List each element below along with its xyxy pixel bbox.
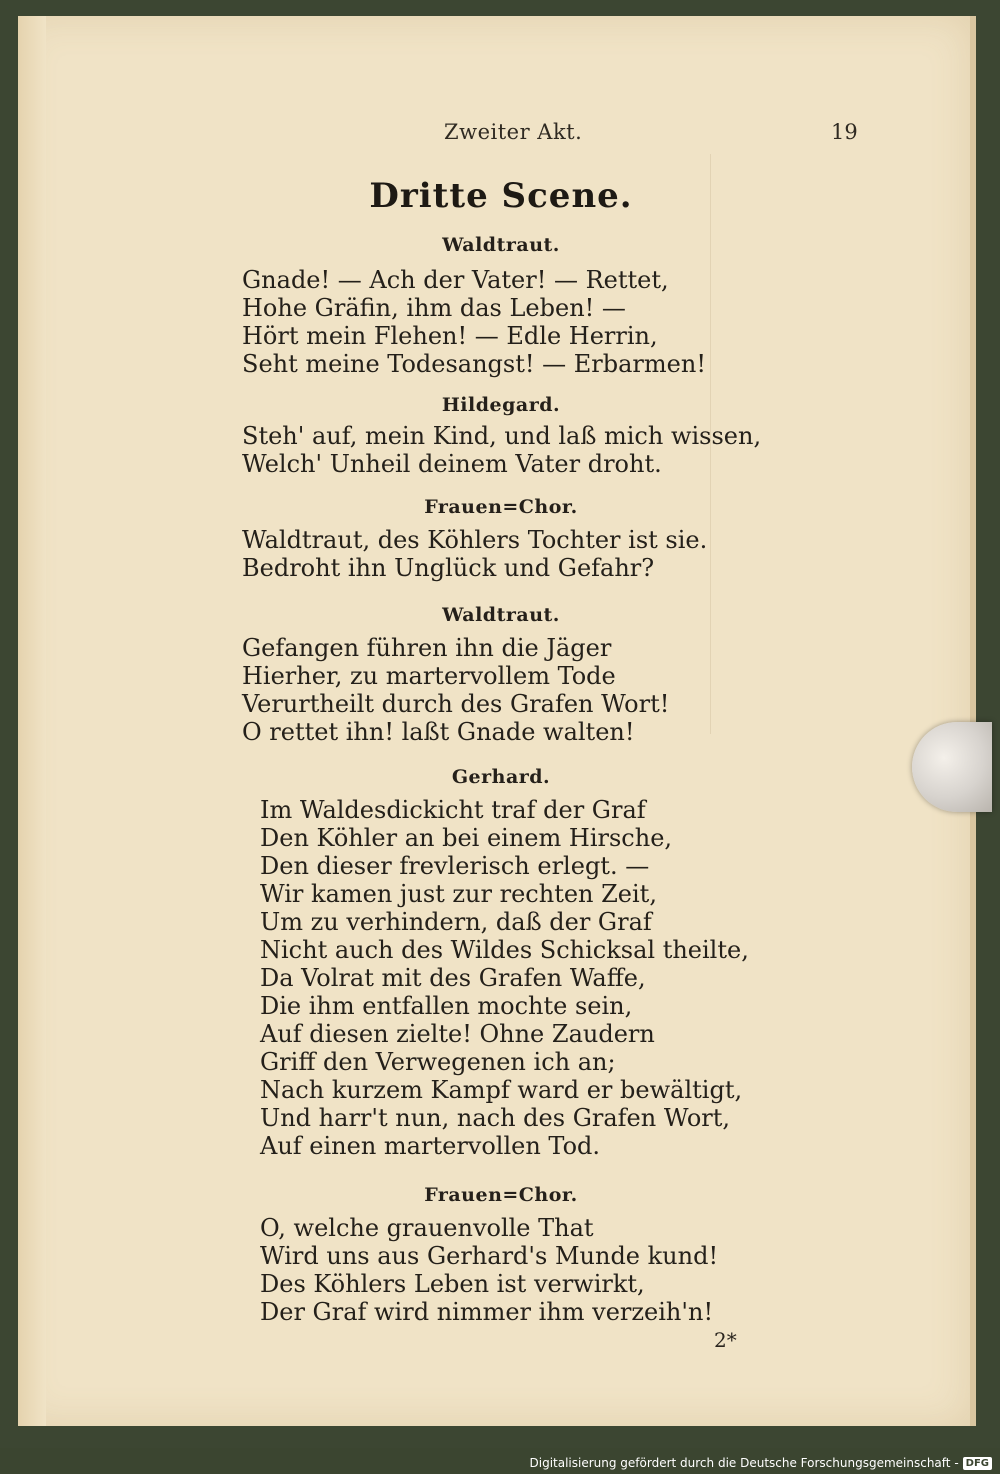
signature-mark: 2* [714, 1328, 737, 1352]
verse-line: Steh' auf, mein Kind, und laß mich wissen, [242, 422, 762, 450]
verse-block [242, 526, 707, 582]
verse-line: Seht meine Todesangst! — Erbarmen! [242, 350, 706, 378]
verse-block [242, 266, 706, 378]
verse-line: Nach kurzem Kampf ward er bewältigt, [260, 1076, 743, 1104]
verse-line: Um zu verhindern, daß der Graf [260, 908, 652, 936]
speaker-name: Waldtraut. [442, 234, 560, 256]
scanner-thumb-holder [912, 722, 992, 812]
verse-line: Hört mein Flehen! — Edle Herrin, [242, 322, 658, 350]
verse-line: Da Volrat mit des Grafen Waffe, [260, 964, 646, 992]
verse-line: Wir kamen just zur rechten Zeit, [260, 880, 657, 908]
verse-line: O, welche grauenvolle That [260, 1214, 594, 1242]
verse-line: Hohe Gräfin, ihm das Leben! — [242, 294, 626, 322]
verse-line: Gnade! — Ach der Vater! — Rettet, [242, 266, 669, 294]
credit-text: Digitalisierung gefördert durch die Deutsche Forschungsgemeinschaft - [529, 1456, 959, 1470]
verse-line: Die ihm entfallen mochte sein, [260, 992, 633, 1020]
verse-line: Wird uns aus Gerhard's Munde kund! [260, 1242, 719, 1270]
running-head: Zweiter Akt. [444, 120, 583, 144]
verse-line: Der Graf wird nimmer ihm verzeih'n! [260, 1298, 714, 1326]
verse-line: Auf einen martervollen Tod. [260, 1132, 601, 1160]
verse-line: Auf diesen zielte! Ohne Zaudern [260, 1020, 655, 1048]
digitization-credit [530, 1456, 993, 1470]
verse-line: Bedroht ihn Unglück und Gefahr? [242, 554, 655, 582]
verse-block [260, 1214, 718, 1326]
verse-line: Griff den Verwegenen ich an; [260, 1048, 616, 1076]
page-number: 19 [831, 120, 858, 144]
scene-title: Dritte Scene. [369, 176, 633, 216]
verse-line: Hierher, zu martervollem Tode [242, 662, 616, 690]
book-page [18, 16, 976, 1426]
verse-line: Des Köhlers Leben ist verwirkt, [260, 1270, 645, 1298]
page-gutter [18, 16, 46, 1426]
speaker-name: Waldtraut. [442, 604, 560, 626]
speaker-name: Hildegard. [441, 394, 561, 416]
dfg-logo: DFG [963, 1457, 992, 1470]
verse-line: Den dieser frevlerisch erlegt. — [260, 852, 650, 880]
verse-block [260, 796, 749, 1160]
verse-line: Den Köhler an bei einem Hirsche, [260, 824, 673, 852]
verse-line: Waldtraut, des Köhlers Tochter ist sie. [242, 526, 708, 554]
verse-block [242, 422, 761, 478]
speaker-name: Frauen=Chor. [424, 1184, 578, 1206]
speaker-name: Gerhard. [451, 766, 551, 788]
verse-line: Verurtheilt durch des Grafen Wort! [242, 690, 670, 718]
speaker-name: Frauen=Chor. [424, 496, 578, 518]
verse-line: Gefangen führen ihn die Jäger [242, 634, 612, 662]
verse-line: Welch' Unheil deinem Vater droht. [242, 450, 662, 478]
verse-line: Und harr't nun, nach des Grafen Wort, [260, 1104, 731, 1132]
verse-line: Nicht auch des Wildes Schicksal theilte, [260, 936, 749, 964]
verse-line: Im Waldesdickicht traf der Graf [260, 796, 646, 824]
verse-line: O rettet ihn! laßt Gnade walten! [242, 718, 635, 746]
verse-block [242, 634, 669, 746]
